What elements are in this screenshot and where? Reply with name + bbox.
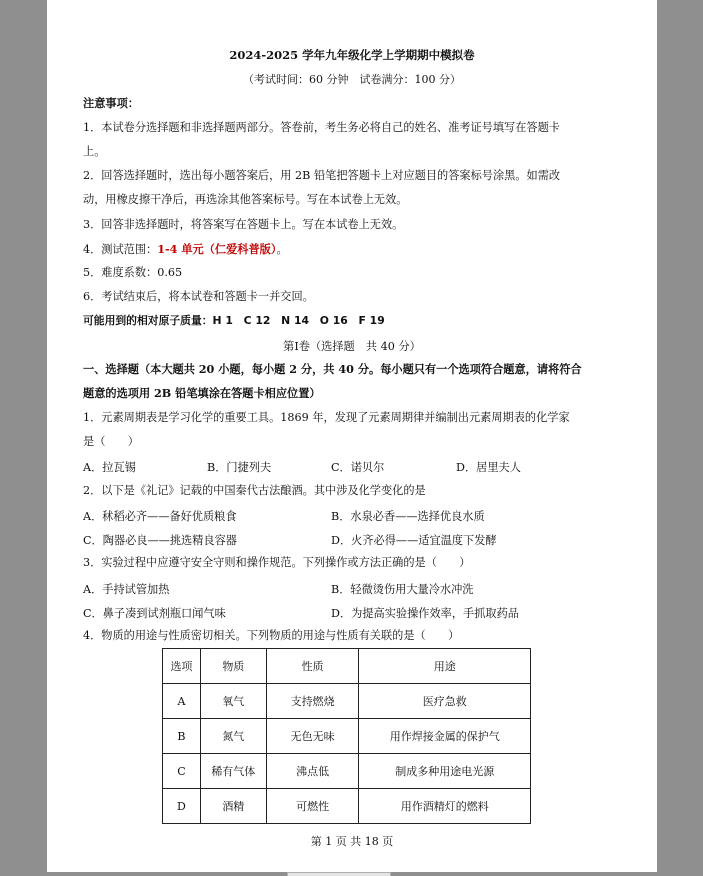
table-header-row <box>163 649 531 684</box>
note-3: 3．回答非选择题时，将答案写在答题卡上。写在本试卷上无效。 <box>83 218 404 231</box>
note-4-range: 1-4 单元（仁爱科普版） <box>157 242 277 256</box>
page-number: 第 1 页 共 18 页 <box>310 835 394 848</box>
q1-option-a: A．拉瓦锡 <box>83 461 136 474</box>
table-cell: 可燃性 <box>266 789 359 824</box>
exam-title: 2024-2025 学年九年级化学上学期期中模拟卷 <box>229 48 475 62</box>
q3-option-c: C．鼻子凑到试剂瓶口闻气味 <box>83 607 226 620</box>
table-cell: 用作酒精灯的燃料 <box>359 789 531 824</box>
note-4-prefix: 4．测试范围： <box>83 243 158 256</box>
q3-option-a: A．手持试管加热 <box>83 583 170 596</box>
table-cell: B <box>163 719 201 754</box>
table-cell: 酒精 <box>200 789 266 824</box>
table-header-cell: 性质 <box>266 649 359 684</box>
q1-stem-line-2: 是（ ） <box>83 435 139 448</box>
table-cell: 稀有气体 <box>200 754 266 789</box>
q1-option-c: C．诺贝尔 <box>331 461 385 474</box>
section-instructions-line-2: 题意的选项用 2B 铅笔填涂在答题卡相应位置） <box>83 386 321 400</box>
q3-stem: 3．实验过程中应遵守安全守则和操作规范。下列操作或方法正确的是（ ） <box>83 556 471 569</box>
note-6: 6．考试结束后，将本试卷和答题卡一并交回。 <box>83 290 314 303</box>
note-5: 5．难度系数：0.65 <box>83 266 183 279</box>
table-header-cell: 用途 <box>359 649 531 684</box>
q1-option-b: B．门捷列夫 <box>207 461 272 474</box>
table-cell: 支持燃烧 <box>266 684 359 719</box>
note-1-line-1: 1．本试卷分选择题和非选择题两部分。答卷前，考生务必将自己的姓名、准考证号填写在答题卡 <box>83 121 560 134</box>
q1-stem-line-1: 1．元素周期表是学习化学的重要工具。1869 年，发现了元素周期律并编制出元素周期表的化学家 <box>83 411 570 424</box>
q1-option-d: D．居里夫人 <box>456 461 521 474</box>
note-4-suffix: 。 <box>276 243 288 256</box>
table-cell: A <box>163 684 201 719</box>
note-2-line-2: 动，用橡皮擦干净后，再选涂其他答案标号。写在本试卷上无效。 <box>83 193 408 206</box>
q4-table <box>162 648 531 824</box>
table-cell: D <box>163 789 201 824</box>
q2-option-a: A．秫稻必齐——备好优质粮食 <box>83 510 237 523</box>
table-header-cell: 物质 <box>200 649 266 684</box>
table-row <box>163 789 531 824</box>
table-header-cell: 选项 <box>163 649 201 684</box>
q2-option-d: D．火齐必得——适宜温度下发酵 <box>331 534 497 547</box>
next-page-edge[interactable] <box>287 872 391 876</box>
section-instructions-line-1: 一、选择题（本大题共 20 小题，每小题 2 分，共 40 分。每小题只有一个选项符合题意，请将符合 <box>83 362 582 376</box>
table-cell: 医疗急救 <box>359 684 531 719</box>
document-page <box>47 0 657 872</box>
table-row <box>163 719 531 754</box>
table-cell: C <box>163 754 201 789</box>
table-cell: 无色无味 <box>266 719 359 754</box>
table-cell: 制成多种用途电光源 <box>359 754 531 789</box>
q4-stem: 4．物质的用途与性质密切相关。下列物质的用途与性质有关联的是（ ） <box>83 629 460 642</box>
table-cell: 沸点低 <box>266 754 359 789</box>
note-1-line-2: 上。 <box>83 145 106 158</box>
q3-option-d: D．为提高实验操作效率，手抓取药品 <box>331 607 519 620</box>
q2-option-c: C．陶器必良——挑选精良容器 <box>83 534 237 547</box>
table-cell: 氮气 <box>200 719 266 754</box>
table-row <box>163 684 531 719</box>
note-4 <box>83 242 623 257</box>
q2-stem: 2．以下是《礼记》记载的中国秦代古法酿酒。其中涉及化学变化的是 <box>83 484 426 497</box>
table-cell: 用作焊接金属的保护气 <box>359 719 531 754</box>
table-cell: 氧气 <box>200 684 266 719</box>
volume-title: 第Ⅰ卷（选择题 共 40 分） <box>283 340 421 353</box>
note-2-line-1: 2．回答选择题时，选出每小题答案后，用 2B 铅笔把答题卡上对应题目的答案标号涂黑。如需改 <box>83 169 561 182</box>
table-row <box>163 754 531 789</box>
notes-heading: 注意事项： <box>83 96 139 110</box>
atomic-mass-line: 可能用到的相对原子质量：H 1 C 12 N 14 O 16 F 19 <box>83 314 385 327</box>
exam-subtitle: （考试时间：60 分钟 试卷满分：100 分） <box>243 73 461 86</box>
q2-option-b: B．水泉必香——选择优良水质 <box>331 510 485 523</box>
q3-option-b: B．轻微烫伤用大量冷水冲洗 <box>331 583 474 596</box>
